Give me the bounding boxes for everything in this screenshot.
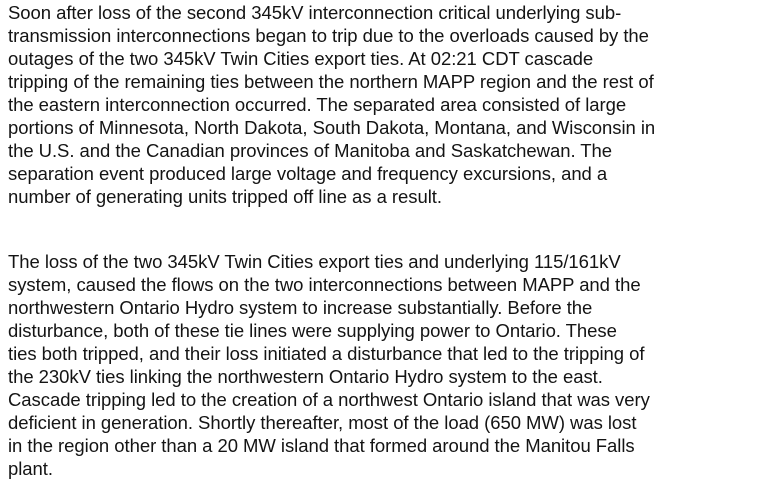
paragraph-cascade-tripping — [8, 1, 768, 208]
text-line: the 230kV ties linking the northwestern Ontario Hydro system to the east. — [8, 366, 603, 387]
text-line: Soon after loss of the second 345kV interconnection critical underlying sub- — [8, 2, 622, 23]
text-line: tripping of the remaining ties between the northern MAPP region and the rest of — [8, 71, 654, 92]
text-line: outages of the two 345kV Twin Cities export ties. At 02:21 CDT cascade — [8, 48, 594, 69]
text-line: ties both tripped, and their loss initiated a disturbance that led to the tripping of — [8, 343, 645, 364]
text-line: separation event produced large voltage and frequency excursions, and a — [8, 163, 608, 184]
text-line: disturbance, both of these tie lines were supplying power to Ontario. These — [8, 320, 617, 341]
text-line: northwestern Ontario Hydro system to increase substantially. Before the — [8, 297, 593, 318]
text-line: transmission interconnections began to trip due to the overloads caused by the — [8, 25, 649, 46]
text-line: Cascade tripping led to the creation of a northwest Ontario island that was very — [8, 389, 650, 410]
text-line: The loss of the two 345kV Twin Cities export ties and underlying 115/161kV — [8, 251, 621, 272]
text-line: system, caused the flows on the two interconnections between MAPP and the — [8, 274, 641, 295]
text-line: plant. — [8, 458, 53, 479]
paragraph-ontario-island — [8, 250, 768, 480]
text-line: the eastern interconnection occurred. The separated area consisted of large — [8, 94, 627, 115]
text-line: in the region other than a 20 MW island that formed around the Manitou Falls — [8, 435, 635, 456]
text-line: deficient in generation. Shortly thereafter, most of the load (650 MW) was lost — [8, 412, 637, 433]
text-line: portions of Minnesota, North Dakota, South Dakota, Montana, and Wisconsin in — [8, 117, 656, 138]
text-line: the U.S. and the Canadian provinces of Manitoba and Saskatchewan. The — [8, 140, 613, 161]
text-line: number of generating units tripped off line as a result. — [8, 186, 442, 207]
